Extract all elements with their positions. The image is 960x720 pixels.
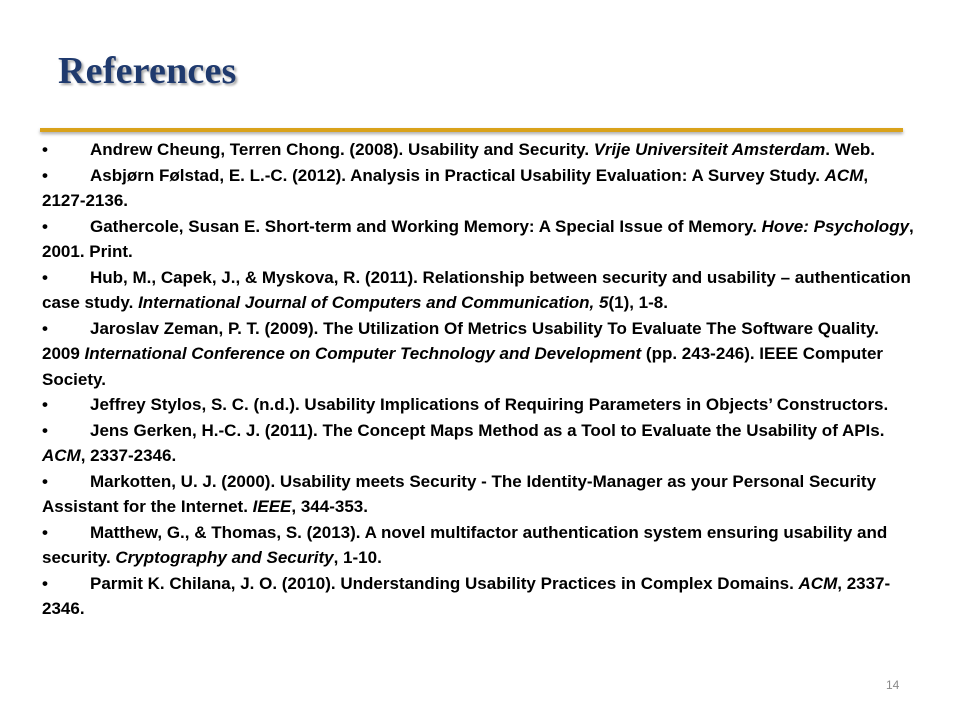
reference-text: , 2337-2346. xyxy=(42,573,891,618)
page-number: 14 xyxy=(886,678,900,692)
reference-text: Parmit K. Chilana, J. O. (2010). Understanding Usability Practices in Complex Domains. xyxy=(90,573,799,593)
reference-source-text: International Journal of Computers and Communication, 5 xyxy=(138,293,609,312)
reference-text: Jeffrey Stylos, S. C. (n.d.). Usability Implications of Requiring Parameters in Objects’ Constructors. xyxy=(90,395,889,414)
title-divider-rule xyxy=(40,128,903,132)
reference-text: (pp. 243-246). IEEE Computer Society. xyxy=(42,344,884,389)
reference-text: , 344-353. xyxy=(291,497,368,516)
bullet-icon: • xyxy=(42,522,48,542)
reference-source-text: Vrije Universiteit Amsterdam xyxy=(593,140,826,159)
reference-text: Gathercole, Susan E. Short-term and Working Memory: A Special Issue of Memory. xyxy=(90,216,762,236)
reference-item xyxy=(42,469,914,520)
reference-text: , 2127-2136. xyxy=(42,165,869,210)
reference-item xyxy=(42,265,914,316)
reference-source-text: Cryptography and Security xyxy=(115,548,334,567)
reference-text: Asbjørn Følstad, E. L.-C. (2012). Analysis in Practical Usability Evaluation: A Survey Study. xyxy=(90,165,825,185)
reference-source-text: ACM xyxy=(824,165,864,185)
reference-item xyxy=(42,392,914,418)
reference-source-text: International Conference on Computer Technology and Development xyxy=(84,344,642,363)
reference-source-text: ACM xyxy=(42,446,81,465)
bullet-icon: • xyxy=(42,420,48,440)
reference-item xyxy=(42,418,914,469)
bullet-icon: • xyxy=(42,395,48,414)
bullet-icon: • xyxy=(42,573,48,593)
reference-item xyxy=(42,137,914,163)
reference-item xyxy=(42,571,914,622)
bullet-icon: • xyxy=(42,471,48,491)
reference-text: , 2001. Print. xyxy=(42,216,914,261)
bullet-icon: • xyxy=(42,165,48,185)
bullet-icon: • xyxy=(42,140,48,159)
reference-item xyxy=(42,316,914,393)
reference-text: Markotten, U. J. (2000). Usability meets Security - The Identity-Manager as your Personal Security Assistant for the Internet. xyxy=(42,471,877,516)
reference-item xyxy=(42,520,914,571)
slide-title: References xyxy=(58,50,237,92)
bullet-icon: • xyxy=(42,216,48,236)
bullet-icon: • xyxy=(42,318,48,338)
reference-text: . Web. xyxy=(825,140,876,159)
reference-text: , 2337-2346. xyxy=(80,446,177,465)
reference-text: , 1-10. xyxy=(333,548,382,567)
reference-source-text: Hove: Psychology xyxy=(761,216,910,236)
reference-text: Andrew Cheung, Terren Chong. (2008). Usability and Security. xyxy=(90,140,594,159)
reference-text: Jens Gerken, H.-C. J. (2011). The Concept Maps Method as a Tool to Evaluate the Usability of APIs. xyxy=(90,420,885,440)
reference-item xyxy=(42,214,914,265)
reference-text: (1), 1-8. xyxy=(608,293,668,312)
reference-text: Matthew, G., & Thomas, S. (2013). A novel multifactor authentication system ensuring usability and security. xyxy=(42,522,888,567)
reference-text: Jaroslav Zeman, P. T. (2009). The Utilization Of Metrics Usability To Evaluate The Software Quality. 2009 xyxy=(42,318,879,363)
reference-text: Hub, M., Capek, J., & Myskova, R. (2011). Relationship between security and usability – authentication case study. xyxy=(42,267,911,312)
bullet-icon: • xyxy=(42,267,48,287)
reference-source-text: ACM xyxy=(798,573,838,593)
reference-list xyxy=(42,137,914,622)
reference-source-text: IEEE xyxy=(252,497,292,516)
reference-item xyxy=(42,163,914,214)
